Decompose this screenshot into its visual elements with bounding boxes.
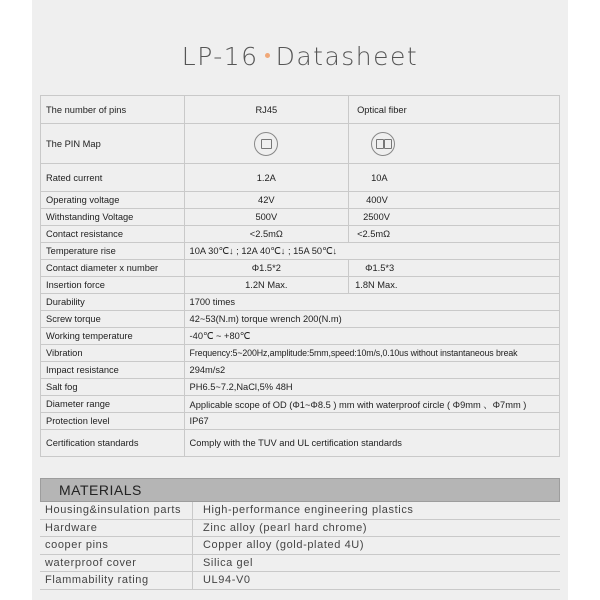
- spec-value: -40℃ ~ +80℃: [184, 328, 559, 345]
- spec-value-optical: 10A: [349, 164, 560, 192]
- material-value: UL94-V0: [193, 572, 561, 590]
- spec-value-rj45: Φ1.5*2: [184, 260, 349, 277]
- spec-value: 1700 times: [184, 294, 559, 311]
- table-row: [41, 396, 560, 413]
- spec-value-optical: Φ1.5*3: [349, 260, 560, 277]
- table-row: [41, 328, 560, 345]
- spec-value: IP67: [184, 413, 559, 430]
- table-row: [41, 226, 560, 243]
- spec-label: Temperature rise: [41, 243, 185, 260]
- spec-value: Applicable scope of OD (Φ1~Φ8.5 ) mm with waterproof circle ( Φ9mm 、Φ7mm ): [184, 396, 559, 413]
- table-row: [41, 430, 560, 457]
- spec-label: Salt fog: [41, 379, 185, 396]
- table-row: [41, 345, 560, 362]
- spec-value: Comply with the TUV and UL certification standards: [184, 430, 559, 457]
- spec-value-rj45: RJ45: [184, 96, 349, 124]
- spec-label: The number of pins: [41, 96, 185, 124]
- spec-label: Screw torque: [41, 311, 185, 328]
- spec-value-rj45: 1.2N Max.: [184, 277, 349, 294]
- table-row: [41, 294, 560, 311]
- spec-label: Rated current: [41, 164, 185, 192]
- material-label: waterproof cover: [40, 554, 193, 572]
- material-value: Copper alloy (gold-plated 4U): [193, 537, 561, 555]
- pinmap-optical-cell: [349, 124, 560, 164]
- spec-value: Frequency:5~200Hz,amplitude:5mm,speed:10m/s,0.10us without instantaneous break: [184, 345, 559, 362]
- datasheet-panel: [32, 0, 568, 600]
- table-row: [40, 554, 560, 572]
- spec-label: Contact resistance: [41, 226, 185, 243]
- spec-label: Vibration: [41, 345, 185, 362]
- spec-value-rj45: 42V: [184, 192, 349, 209]
- table-row: [41, 96, 560, 124]
- materials-table: [40, 502, 560, 590]
- material-value: High-performance engineering plastics: [193, 502, 561, 519]
- spec-label: Contact diameter x number: [41, 260, 185, 277]
- table-row: [41, 379, 560, 396]
- table-row: [41, 192, 560, 209]
- spec-value-rj45: <2.5mΩ: [184, 226, 349, 243]
- spec-value-optical: <2.5mΩ: [349, 226, 560, 243]
- spec-label: Withstanding Voltage: [41, 209, 185, 226]
- table-row: [40, 519, 560, 537]
- table-row: [41, 277, 560, 294]
- material-value: Zinc alloy (pearl hard chrome): [193, 519, 561, 537]
- table-row: [41, 243, 560, 260]
- sheet-name: Datasheet: [275, 42, 419, 71]
- page-title: [32, 42, 568, 71]
- spec-label: Operating voltage: [41, 192, 185, 209]
- spec-label: Working temperature: [41, 328, 185, 345]
- spec-label: Impact resistance: [41, 362, 185, 379]
- table-row: [40, 502, 560, 519]
- spec-label: Insertion force: [41, 277, 185, 294]
- spec-label: Protection level: [41, 413, 185, 430]
- spec-table: [40, 95, 560, 457]
- material-label: Hardware: [40, 519, 193, 537]
- table-row: [41, 164, 560, 192]
- rj45-port-icon: [254, 132, 278, 156]
- table-row: [41, 413, 560, 430]
- table-row: [41, 209, 560, 226]
- spec-value: 294m/s2: [184, 362, 559, 379]
- spec-value-rj45: 1.2A: [184, 164, 349, 192]
- material-label: Housing&insulation parts: [40, 502, 193, 519]
- pinmap-rj45-cell: [184, 124, 349, 164]
- material-value: Silica gel: [193, 554, 561, 572]
- spec-value-rj45: 500V: [184, 209, 349, 226]
- optical-fiber-port-icon: [371, 132, 395, 156]
- table-row: [41, 311, 560, 328]
- materials-heading: MATERIALS: [40, 478, 560, 502]
- spec-label: Certification standards: [41, 430, 185, 457]
- spec-value-optical: 1.8N Max.: [349, 277, 560, 294]
- spec-value-optical: 2500V: [349, 209, 560, 226]
- spec-value-optical: Optical fiber: [349, 96, 560, 124]
- spec-value: 10A 30℃↓ ; 12A 40℃↓ ; 15A 50℃↓: [184, 243, 559, 260]
- title-dot-icon: [265, 53, 270, 58]
- product-name: LP-16: [181, 42, 259, 71]
- spec-value: 42~53(N.m) torque wrench 200(N.m): [184, 311, 559, 328]
- spec-label: The PIN Map: [41, 124, 185, 164]
- table-row: [41, 124, 560, 164]
- table-row: [41, 260, 560, 277]
- table-row: [41, 362, 560, 379]
- table-row: [40, 572, 560, 590]
- spec-label: Durability: [41, 294, 185, 311]
- material-label: Flammability rating: [40, 572, 193, 590]
- spec-label: Diameter range: [41, 396, 185, 413]
- spec-value: PH6.5~7.2,NaCl,5% 48H: [184, 379, 559, 396]
- spec-value-optical: 400V: [349, 192, 560, 209]
- material-label: cooper pins: [40, 537, 193, 555]
- table-row: [40, 537, 560, 555]
